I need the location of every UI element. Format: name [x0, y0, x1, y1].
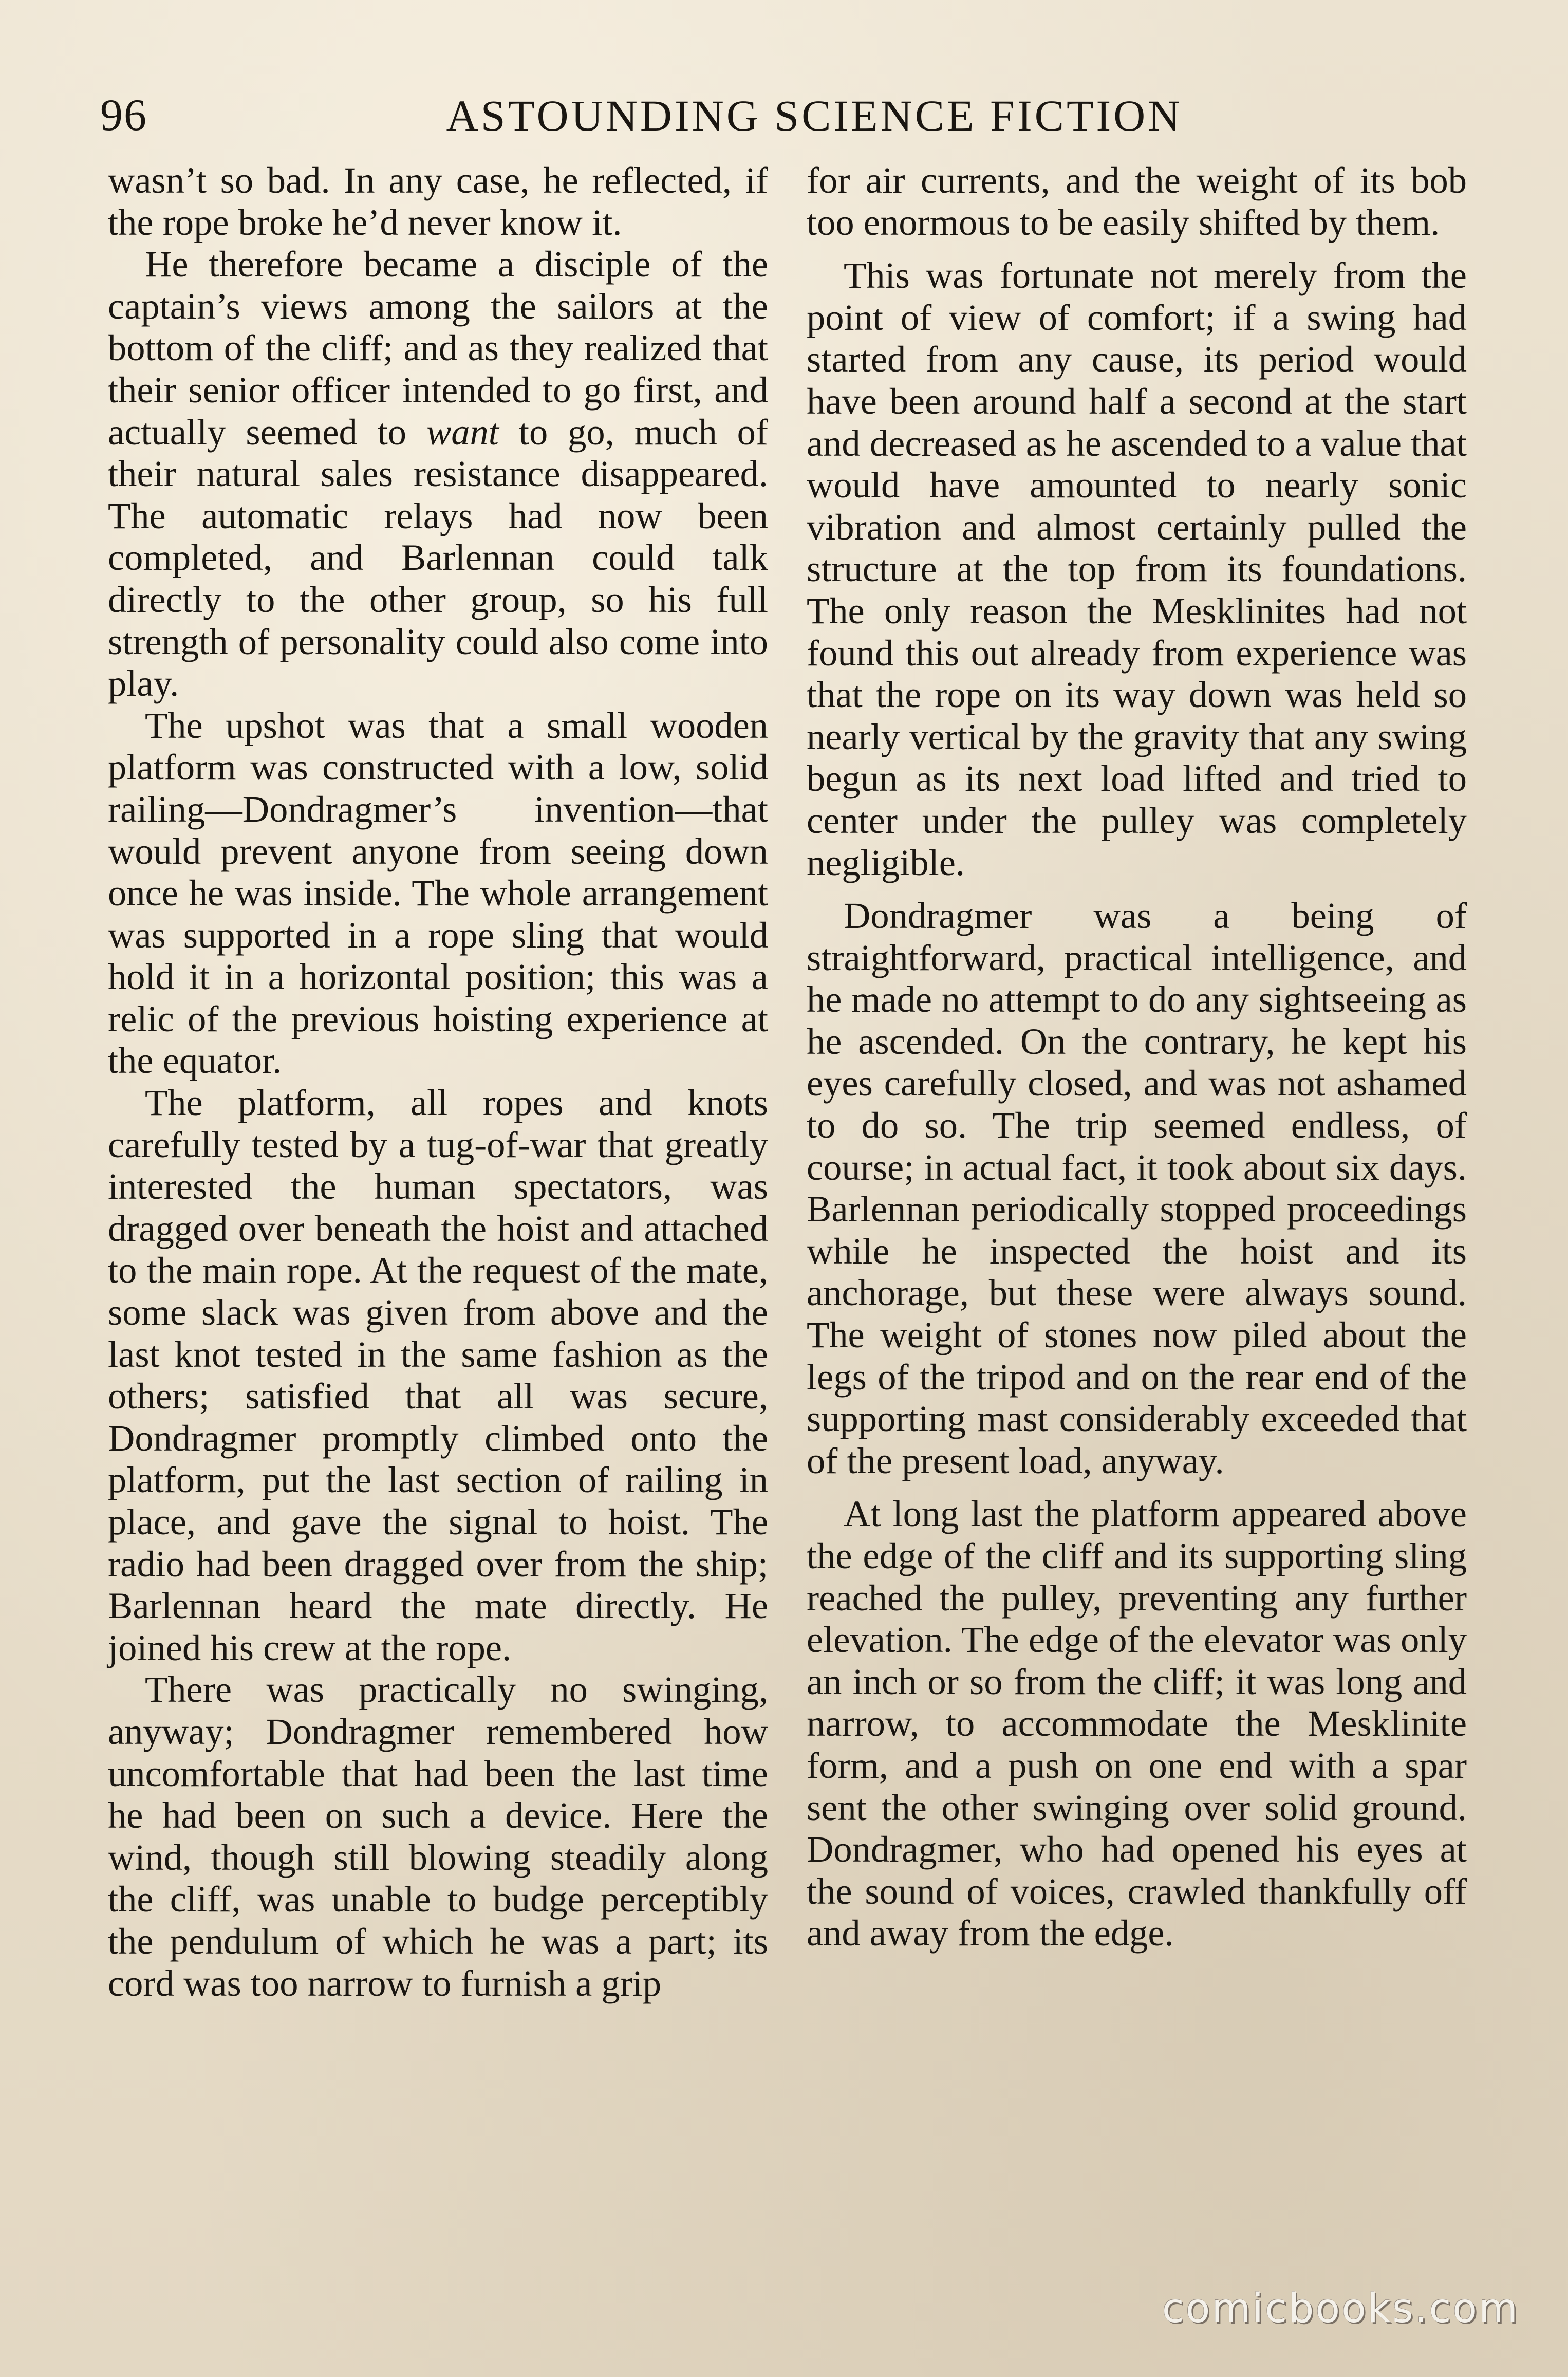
paragraph: wasn’t so bad. In any case, he reflected, if the rope broke he’d never know it. — [108, 159, 768, 243]
paragraph: This was fortunate not merely from the point of view of comfort; if a swing had started from any cause, its period would have been around half a second at the start and decreased as he ascended to a value that would have amounted to nearly sonic vibration and almost certainly pulled the structure at the top from its foundations. The only reason the Mesklinites had not found this out already from experience was that the rope on its way down was held so nearly vertical by the gravity that any swing begun as its next load lifted and tried to center under the pulley was completely negligible. — [807, 254, 1467, 883]
page-header — [100, 85, 1467, 146]
running-head: ASTOUNDING SCIENCE FICTION — [446, 91, 1183, 140]
paragraph: Dondragmer was a being of straightforward, practical intelligence, and he made no attempt to do any sightseeing as he ascended. On the contrary, he kept his eyes carefully closed, and was not ashamed to do so. The trip seemed endless, of course; in actual fact, it took about six days. Barlennan periodically stopped proceedings while he inspected the hoist and its anchorage, but these were always sound. The weight of stones now piled about the legs of the tripod and on the rear end of the supporting mast considerably exceeded that of the present load, anyway. — [807, 895, 1467, 1481]
right-column — [807, 159, 1467, 1954]
paragraph: The upshot was that a small wooden platform was constructed with a low, solid railing—Dondragmer’s invention—that would prevent anyone from seeing down once he was inside. The whole arrangement was supported in a rope sling that would hold it in a horizontal position; this was a relic of the previous hoisting experience at the equator. — [108, 704, 768, 1082]
left-column — [108, 159, 768, 2004]
page-number: 96 — [100, 90, 147, 140]
paragraph: The platform, all ropes and knots carefully tested by a tug-of-war that greatly interested the human spectators, was dragged over beneath the hoist and attached to the main rope. At the request of the mate, some slack was given from above and the last knot tested in the same fashion as the others; satisfied that all was secure, Dondragmer promptly climbed onto the platform, put the last section of railing in place, and gave the signal to hoist. The radio had been dragged over from the ship; Barlennan heard the mate directly. He joined his crew at the rope. — [108, 1082, 768, 1668]
paragraph: He therefore became a disciple of the captain’s views among the sailors at the bottom of the cliff; and as they realized that their senior officer intended to go first, and actually seemed to want to go, much of their natural sales resistance disappeared. The automatic relays had now been completed, and Barlennan could talk directly to the other group, so his full strength of personality could also come into play. — [108, 243, 768, 704]
paragraph: for air currents, and the weight of its bob too enormous to be easily shifted by them. — [807, 159, 1467, 243]
emphasis-word: want — [426, 411, 499, 453]
watermark: comicbooks.com — [1162, 2286, 1519, 2332]
paragraph: There was practically no swinging, anyway; Dondragmer remembered how uncomfortable that had been the last time he had been on such a device. Here the wind, though still blowing steadily along the cliff, was unable to budge perceptibly the pendulum of which he was a part; its cord was too narrow to furnish a grip — [108, 1668, 768, 2004]
paragraph: At long last the platform appeared above the edge of the cliff and its supporting sling reached the pulley, preventing any further elevation. The edge of the elevator was only an inch or so from the cliff; it was long and narrow, to accommodate the Mesklinite form, and a push on one end with a spar sent the other swinging over solid ground. Dondragmer, who had opened his eyes at the sound of voices, crawled thankfully off and away from the edge. — [807, 1493, 1467, 1954]
